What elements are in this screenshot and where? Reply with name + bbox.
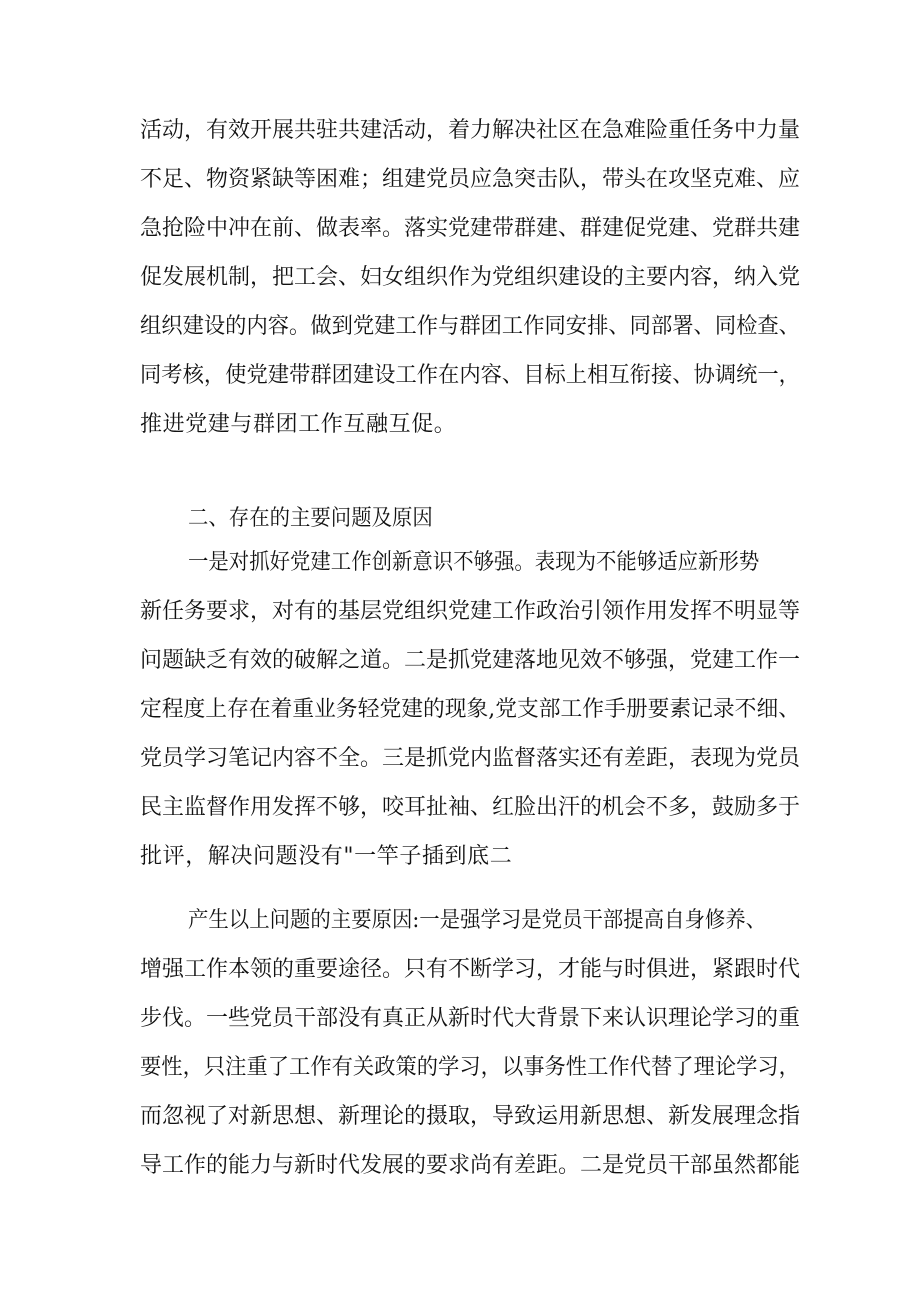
paragraph-2-line-4: 定程度上存在着重业务轻党建的现象,党支部工作手册要素记录不细、	[140, 697, 800, 722]
paragraph-2-line-2: 新任务要求，对有的基层党组织党建工作政治引领作用发挥不明显等	[140, 599, 801, 624]
paragraph-1-line-2: 不足、物资紧缺等困难；组建党员应急突击队，带头在攻坚克难、应	[140, 167, 801, 192]
paragraph-2-line-1: 一是对抓好党建工作创新意识不够强。表现为不能够适应新形势	[188, 550, 760, 575]
paragraph-2-line-7: 批评，解决问题没有"一竿子插到底二	[140, 844, 513, 869]
section-heading: 二、存在的主要问题及原因	[188, 506, 433, 531]
paragraph-3-line-2: 增强工作本领的重要途径。只有不断学习，才能与时俱进，紧跟时代	[140, 957, 801, 982]
paragraph-1-line-7: 推进党建与群团工作互融互促。	[140, 412, 457, 437]
paragraph-1-line-1: 活动，有效开展共驻共建活动，着力解决社区在急难险重任务中力量	[140, 118, 801, 143]
paragraph-2-line-6: 民主监督作用发挥不够，咬耳扯袖、红脸出汗的机会不多，鼓励多于	[140, 795, 801, 820]
paragraph-3-line-1: 产生以上问题的主要原因:一是强学习是党员干部提高自身修养、	[188, 908, 767, 933]
paragraph-1-line-5: 组织建设的内容。做到党建工作与群团工作同安排、同部署、同检查、	[140, 314, 800, 339]
paragraph-1-line-4: 促发展机制，把工会、妇女组织作为党组织建设的主要内容，纳入党	[140, 265, 801, 290]
paragraph-3-line-5: 而忽视了对新思想、新理论的摄取，导致运用新思想、新发展理念指	[140, 1104, 801, 1129]
paragraph-2-line-3: 问题缺乏有效的破解之道。二是抓党建落地见效不够强，党建工作一	[140, 648, 801, 673]
paragraph-3-line-6: 导工作的能力与新时代发展的要求尚有差距。二是党员干部虽然都能	[140, 1153, 801, 1178]
paragraph-1-line-6: 同考核，使党建带群团建设工作在内容、目标上相互衔接、协调统一，	[140, 363, 800, 388]
paragraph-1-line-3: 急抢险中冲在前、做表率。落实党建带群建、群建促党建、党群共建	[140, 216, 801, 241]
paragraph-2-line-5: 党员学习笔记内容不全。三是抓党内监督落实还有差距，表现为党员	[140, 746, 801, 771]
paragraph-3-line-3: 步伐。一些党员干部没有真正从新时代大背景下来认识理论学习的重	[140, 1006, 801, 1031]
paragraph-3-line-4: 要性，只注重了工作有关政策的学习，以事务性工作代替了理论学习，	[140, 1055, 800, 1080]
